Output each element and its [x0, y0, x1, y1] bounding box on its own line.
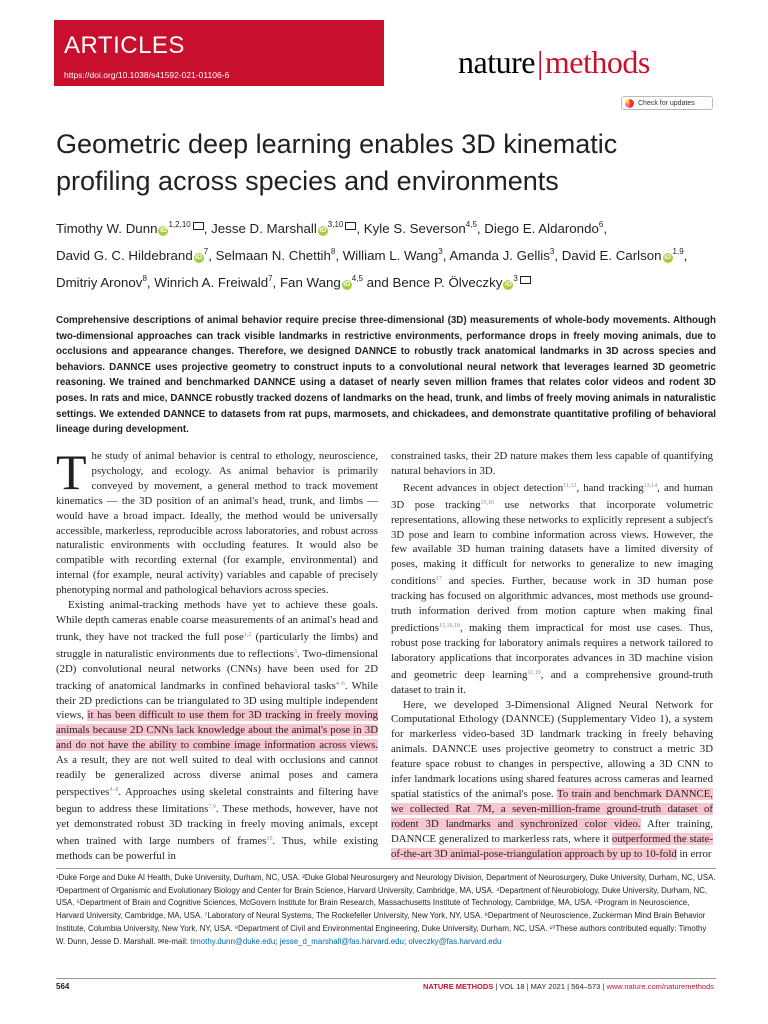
author[interactable] — [154, 275, 272, 290]
author[interactable] — [280, 275, 363, 290]
author-name: Fan Wang — [279, 275, 341, 290]
journal-name-part1: nature — [458, 44, 535, 80]
author-name: Jesse D. Marshall — [211, 221, 317, 236]
author[interactable] — [562, 248, 684, 263]
body-paragraph: Recent advances in object detection$^{11,12}$, hand tracking$^{13,14}$, and human 3D pose tracking$^{15,16}$ use networks that incorporate volumetric representations, allowing these networks to explicitly represent a subject's 3D pose and learn to combine information across views. However, the few available 3D human training datasets have a limited diversity of poses, making it difficult for networks to generalize to new imaging conditions$^{17}$ and species. Further, because work in 3D human pose tracking has focused on algorithmic advances, most methods use ground-truth information derived from motion capture when making final predictions$^{15,16,18}$, making them impractical for most use cases. Thus, robust pose tracking for laboratory animals requires a network tailored to laboratory applications that incorporates advances in 3D machine vision and geometric deep learning$^{11,19}$, and a comprehensive ground-truth dataset to train it. — [391, 481, 713, 696]
body-paragraph: constrained tasks, their 2D nature makes them less capable of quantifying natural behaviors in 3D. — [391, 450, 713, 477]
affiliation-ref: 3,10 — [327, 220, 344, 229]
orcid-icon[interactable]: iD — [504, 281, 512, 288]
mail-icon: ✉ — [157, 936, 165, 946]
doi-link[interactable]: https://doi.org/10.1038/s41592-021-01106-6 — [64, 70, 230, 80]
affiliation-ref: 7 — [268, 274, 273, 283]
check-updates-label: Check for updates — [638, 99, 695, 107]
affiliation-ref: 4,5 — [351, 274, 363, 283]
header-banner — [0, 0, 768, 86]
author[interactable] — [211, 221, 356, 236]
article-type: ARTICLES — [64, 32, 185, 59]
affiliation-ref: 8 — [142, 274, 147, 283]
affiliation-ref: 7 — [203, 247, 209, 256]
author[interactable] — [56, 248, 208, 263]
mail-icon[interactable] — [345, 222, 356, 230]
author-name: Dmitriy Aronov — [56, 275, 143, 290]
affiliation-ref: 8 — [330, 247, 336, 256]
citation-ref[interactable]: 17 — [436, 576, 442, 583]
author[interactable] — [343, 248, 443, 263]
author[interactable] — [56, 221, 204, 236]
body-paragraph: Here, we developed 3-Dimensional Aligned Neural Network for Computational Ethology (DANNCE) (Supplementary Video 1), a system for markerless video-based 3D landmark tracking in freely behaving animals. DANNCE uses projective geometry to construct a metric 3D feature space robust to changes in perspective, allowing a 3D CNN to infer landmark locations using shared features across cameras and learned spatial statistics of the animal's pose. To train and benchmark DANNCE, we collected Rat 7M, a seven-million-frame ground-truth dataset of rodent 3D landmarks and synchronized color video. After training, DANNCE generalized to markerless rats, where it outperformed the state-of-the-art 3D animal-pose-triangulation approach by up to 10-fold in error — [391, 698, 714, 860]
citation-ref[interactable]: 10 — [266, 835, 273, 842]
citation-ref[interactable]: 11,19 — [527, 669, 541, 676]
author[interactable] — [216, 248, 336, 263]
author-name: Timothy W. Dunn — [56, 221, 158, 236]
footer-divider — [56, 978, 716, 979]
affiliations: ¹Duke Forge and Duke AI Health, Duke University, Durham, NC, USA. ²Duke Global Neurosurgery and Neurology Division, Department of Neurosurgery, Duke University, Durham, NC, USA. ³Department of Organismic and Evolutionary Biology and Center for Brain Science, Harvard University, Cambridge, MA, USA. ⁴Department of Neurobiology, Duke University, Durham, NC, USA. ⁵Department of Brain and Cognitive Sciences, McGovern Institute for Brain Research, Massachusetts Institute of Technology, Cambridge, MA, USA. ⁶Program in Neuroscience, Harvard University, Cambridge, MA, USA. ⁷Laboratory of Neural Systems, The Rockefeller University, New York, NY, USA. ⁸Department of Neuroscience, Zuckerman Mind Brain Behavior Institute, Columbia University, New York, NY, USA. ⁹Department of Civil and Environmental Engineering, Duke University, Durham, NC, USA. ¹⁰These authors contributed equally: Timothy W. Dunn, Jesse D. Marshall. ✉e-mail: timothy.dunn@duke.edu; jesse_d_marshall@fas.harvard.edu; olveczky@fas.harvard.edu — [56, 873, 716, 946]
citation-ref[interactable]: 15,16 — [480, 499, 495, 506]
body-column-right — [391, 449, 713, 861]
highlight[interactable]: To train and benchmark DANNCE, we collected Rat 7M, a seven-million-frame ground-truth dataset of rodent 3D landmarks and synchronized color video. — [391, 787, 714, 830]
footer-journal: NATURE METHODS — [423, 982, 494, 991]
author-name: Diego E. Aldarondo — [484, 221, 599, 236]
citation-ref[interactable]: 1,2 — [243, 631, 252, 638]
author[interactable] — [449, 248, 554, 263]
author-name: Selmaan N. Chettih — [215, 248, 331, 263]
journal-logo[interactable]: nature|methods — [458, 44, 650, 80]
body-paragraph: The study of animal behavior is central to ethology, neuroscience, psychology, and ecology. As animal behavior is primarily conveyed by movement, a general method to track movement kinematics — the 3D position of an animal's head, trunk, and limbs — would have a broad impact. Ideally, the method would be universally accessible, markerless, reproducible across laboratories, and robust across naturalistic environments with occluding features. It would also be compatible with recording external (for example, environmental) and internal (for example, neural activity) variables and capable of precisely phenotyping normal and pathological behaviors across species. — [56, 444, 378, 597]
author[interactable] — [393, 275, 531, 290]
orcid-icon[interactable]: iD — [159, 227, 167, 234]
email-link[interactable]: olveczky@fas.harvard.edu — [408, 936, 502, 946]
email-link[interactable]: timothy.dunn@duke.edu — [190, 936, 276, 946]
affiliation-ref: 6 — [598, 220, 604, 229]
affiliation-ref: 3 — [438, 247, 443, 256]
highlight[interactable]: it has been difficult to use them for 3D tracking in freely moving animals because 2D CNNs lack knowledge about the animal's pose in 3D and do not have the ability to combine image information across views. — [56, 709, 378, 752]
page-number: 564 — [56, 982, 70, 991]
author[interactable] — [484, 221, 603, 236]
mail-icon[interactable] — [193, 222, 204, 230]
footer-url[interactable]: www.nature.com/naturemethods — [606, 982, 714, 991]
article-type-banner — [54, 20, 384, 86]
citation-ref[interactable]: 15,16,18 — [438, 622, 460, 629]
author-name: David E. Carlson — [561, 248, 662, 263]
body-column-left — [56, 444, 378, 863]
citation-ref[interactable]: 13,14 — [643, 482, 658, 489]
affiliation-ref: 1,9 — [672, 247, 684, 256]
author-name: William L. Wang — [342, 248, 439, 263]
citation-ref[interactable]: 11,12 — [563, 482, 577, 489]
author[interactable] — [56, 275, 147, 290]
footer-citation — [423, 982, 714, 991]
journal-name-part2: methods — [544, 44, 650, 80]
author-name: David G. C. Hildebrand — [56, 248, 193, 263]
body-paragraph: Existing animal-tracking methods have yet to achieve these goals. While depth cameras enable coarse measurements of an animal's head and trunk, they have not tracked the full pose$^{1,2}$ (particularly the limbs) and struggle in naturalistic environments due to reflections$^3$. Two-dimensional (2D) convolutional neural networks (CNNs) have been used for 2D tracking of anatomical landmarks in confined behavioral tasks$^{4-6}$. While their 2D predictions can be triangulated to 3D using multiple independent views, it has been difficult to use them for 3D tracking in freely moving animals because 2D CNNs lack knowledge about the animal's pose in 3D and do not have the ability to combine image information across views. As a result, they are not well suited to deal with occlusions and cannot readily be generalized across diverse animal poses and camera perspectives$^{4-8}$. Approaches using skeletal constraints and filtering have begun to address these limitations$^{7,9}$. These methods, however, have not yet demonstrated robust 3D tracking in freely moving animals, except when trained with large numbers of frames$^{10}$. Thus, while existing methods can be powerful in — [56, 599, 378, 862]
footnote-divider — [56, 868, 716, 869]
orcid-icon[interactable]: iD — [664, 254, 672, 261]
abstract: Comprehensive descriptions of animal behavior require precise three-dimensional (3D) measurements of whole-body movements. Although two-dimensional approaches can track visible landmarks in restrictive environments, performance drops in freely moving animals, due to occlusions and appearance changes. Therefore, we designed DANNCE to robustly track anatomical landmarks in 3D across species and behaviors. DANNCE uses projective geometry to construct inputs to a convolutional neural network that leverages learned 3D geometric reasoning. We trained and benchmarked DANNCE using a dataset of nearly seven million frames that relates color videos and rodent 3D poses. In rats and mice, DANNCE robustly tracked dozens of landmarks on the head, trunk, and limbs of freely moving animals in naturalistic settings. We extended DANNCE to datasets from rat pups, marmosets, and chickadees, and demonstrate quantitative profiling of behavioral lineage during development. — [56, 315, 716, 436]
affiliation-ref: 3 — [513, 274, 518, 283]
check-updates-button[interactable] — [621, 96, 713, 110]
citation-ref[interactable]: 7,9 — [208, 803, 216, 810]
crossmark-icon — [625, 99, 634, 108]
email-link[interactable]: jesse_d_marshall@fas.harvard.edu — [279, 936, 404, 946]
affiliation-ref: 3 — [549, 247, 555, 256]
author-name: Bence P. Ölveczky — [392, 275, 503, 290]
mail-icon[interactable] — [520, 276, 531, 284]
orcid-icon[interactable]: iD — [319, 227, 327, 234]
author[interactable] — [364, 221, 477, 236]
author-name: Amanda J. Gellis — [449, 248, 550, 263]
drop-cap: T — [56, 444, 87, 500]
author-list: Timothy W. Dunn iD$^{1,2,10}$ , Jesse D. Marshall iD$^{3,10}$ , Kyle S. Severson$^{4,5}$, Diego E. Aldarondo$^6$, David G. C. Hildebrand $iD^7$, Selmaan N. Chettih$^8$, William L. Wang$^3$, Amanda J. Gellis$^3$, David E. Carlson iD$^{1,9}$, Dmitriy Aronov$^8$, Winrich A. Freiwald$^7$, Fan Wang iD$^{4,5}$ and Bence P. Ölveczky $iD^3$ — [56, 220, 688, 290]
author-name: Kyle S. Severson — [363, 221, 466, 236]
footer-issue: | VOL 18 | MAY 2021 | 564–573 | — [493, 982, 607, 991]
article-title: Geometric deep learning enables 3D kinematic profiling across species and environments — [56, 129, 618, 196]
citation-ref[interactable]: 3 — [294, 648, 297, 655]
highlight[interactable]: outperformed the state-of-the-art 3D animal-pose-triangulation approach by up to 10-fold — [391, 832, 713, 860]
orcid-icon[interactable]: iD — [343, 281, 351, 288]
author-name: Winrich A. Freiwald — [154, 275, 269, 290]
affiliation-ref: 1,2,10 — [168, 220, 191, 229]
citation-ref[interactable]: 4–6 — [335, 680, 345, 687]
citation-ref[interactable]: 4–8 — [109, 786, 119, 793]
orcid-icon[interactable]: iD — [195, 254, 203, 261]
affiliation-ref: 4,5 — [465, 220, 477, 229]
